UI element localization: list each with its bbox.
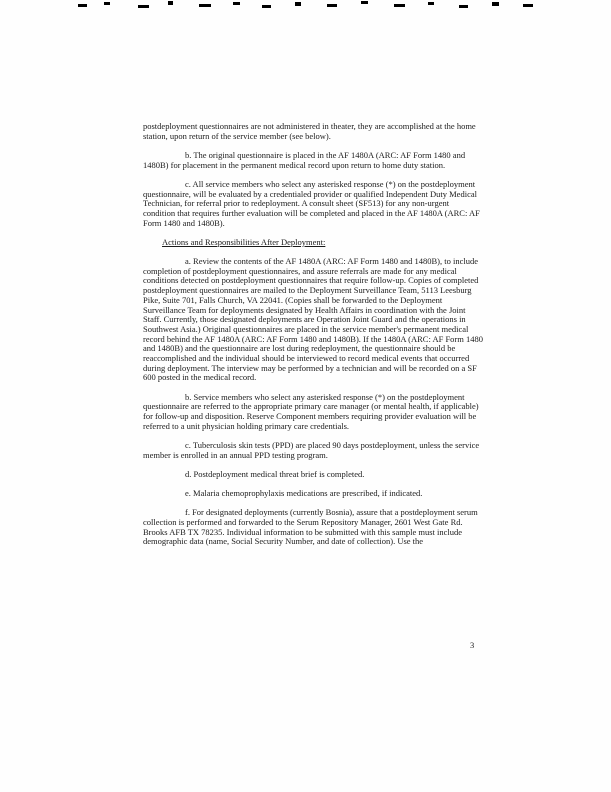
paragraph-continuation: postdeployment questionnaires are not administered in theater, they are accomplished at the home station, upon return of the service member (see below). xyxy=(143,121,476,141)
scan-artifact xyxy=(492,2,499,6)
scan-artifact xyxy=(523,4,533,7)
scan-artifact xyxy=(138,5,149,8)
paragraph-b-after-deployment: b. Service members who select any asterisked response (*) on the postdeployment questionnaire are referred to the appropriate primary care manager (or mental health, if applicable) for follow-up and disposition. Reserve Component members requiring provider evaluation will be referred to a unit physician holding primary care credentials. xyxy=(143,391,479,431)
scan-artifact xyxy=(459,5,468,8)
scan-artifact xyxy=(394,4,405,7)
paragraph-b-predeployment: b. The original questionnaire is placed in the AF 1480A (ARC: AF Form 1480 and 1480B) for placement in the permanent medical record upon return to home duty station. xyxy=(143,149,466,170)
paragraph-e-after-deployment: e. Malaria chemoprophylaxis medications are prescribed, if indicated. xyxy=(185,488,423,499)
paragraph-c-predeployment: c. All service members who select any asterisked response (*) on the postdeployment questionnaire, will be evaluated by a credentialed provider or qualified Independent Duty Medical Technician, for referral prior to redeployment. A consult sheet (SF513) for any non-urgent condition that requires further evaluation will be completed and placed in the AF 1480A (ARC: AF Form 1480 and 1480B). xyxy=(143,178,480,228)
scan-artifact xyxy=(295,2,301,6)
paragraph-f-after-deployment: f. For designated deployments (currently Bosnia), assure that a postdeployment serum collection is performed and forwarded to the Serum Repository Manager, 2601 West Gate Rd. Brooks AFB TX 78235. Individual information to be submitted with this sample must include demographic data (name, Social Security Number, and date of collection). Use the xyxy=(143,507,478,547)
section-heading: Actions and Responsibilities After Deployment: xyxy=(162,236,326,247)
paragraph-c-after-deployment: c. Tuberculosis skin tests (PPD) are placed 90 days postdeployment, unless the service member is enrolled in an annual PPD testing program. xyxy=(143,439,480,460)
scan-artifact xyxy=(327,4,337,7)
scan-artifact xyxy=(168,1,173,5)
document-content xyxy=(143,122,483,557)
scan-artifact xyxy=(78,4,87,7)
scan-artifact xyxy=(428,2,434,5)
page-number: 3 xyxy=(470,640,475,650)
scan-artifact xyxy=(199,4,211,7)
scan-artifact xyxy=(104,2,110,5)
scan-artifact xyxy=(233,2,240,5)
paragraph-d-after-deployment: d. Postdeployment medical threat brief is completed. xyxy=(185,468,365,479)
scan-artifact xyxy=(262,5,271,8)
scan-artifact xyxy=(361,1,368,4)
paragraph-a-after-deployment: a. Review the contents of the AF 1480A (ARC: AF Form 1480 and 1480B), to include completion of postdeployment questionnaires, and assure referrals are made for any medical conditions detected on postdeployment questionnaires that require follow-up. Copies of completed postdeployment questionnaires are mailed to the Deployment Surveillance Team, 5113 Leesburg Pike, Suite 701, Falls Church, VA 22041. (Copies shall be forwarded to the Deployment Surveillance Team for deployments designated by Health Affairs in coordination with the Joint Staff. Currently, those designated deployments are Operation Joint Guard and the operations in Southwest Asia.) Original questionnaires are placed in the service member's permanent medical record behind the AF 1480A (ARC: AF Form 1480 and 1480B). If the 1480A (ARC: AF Form 1480 and 1480B) and the questionnaire are lost during redeployment, the questionnaire should be reaccomplished and the individual should be interviewed to record medical events that occurred during deployment. The interview may be performed by a technician and will be recorded on a SF 600 posted in the medical record. xyxy=(143,256,483,383)
